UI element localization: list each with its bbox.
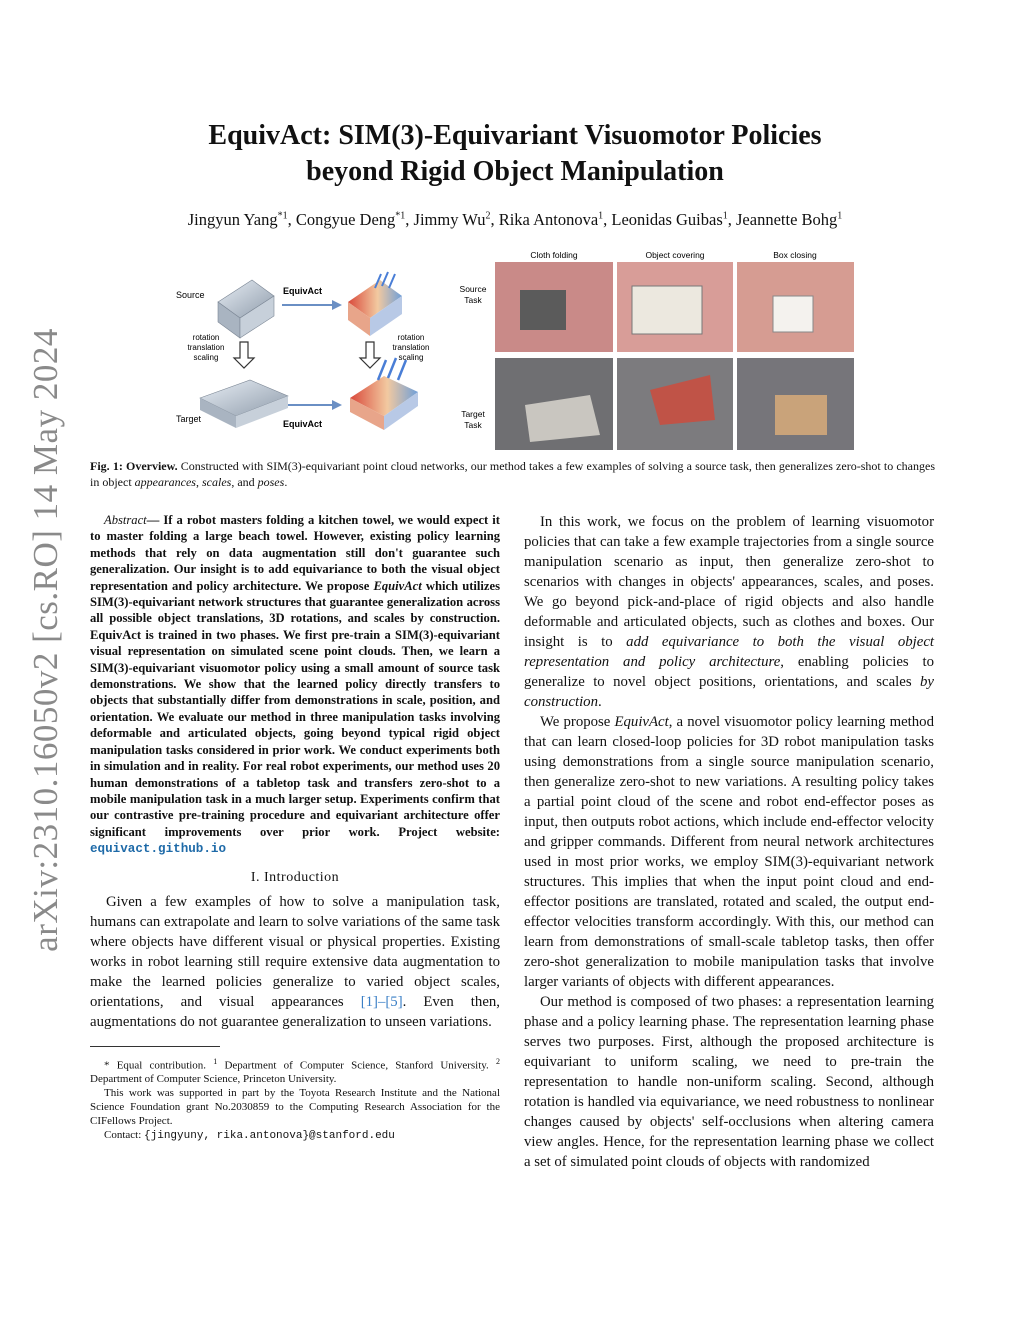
abstract-method-name: EquivAct <box>373 578 422 593</box>
citation-link[interactable]: [1]–[5] <box>360 993 403 1010</box>
abstract <box>90 512 500 858</box>
footnote-text: Department of Computer Science, Stanford University. <box>217 1059 497 1072</box>
label-transform-left-1: rotation <box>192 333 220 342</box>
title-line-1: EquivAct: SIM(3)-Equivariant Visuomotor Policies <box>208 120 822 151</box>
contact-emails: {jingyuny, rika.antonova}@stanford.edu <box>144 1130 395 1143</box>
label-task-object-covering: Object covering <box>645 250 705 260</box>
arrow-top-head <box>332 300 342 310</box>
right-column <box>524 512 934 1172</box>
label-transform-left-2: translation <box>187 343 225 352</box>
author-mark: 2 <box>485 210 491 222</box>
footnote-affiliations <box>90 1055 500 1087</box>
author-name: Rika Antonova <box>498 210 599 229</box>
abstract-text-1: If a robot masters folding a kitchen towel, we would expect it to master folding a large beach towel. However, existing policy learning methods that rely on data augmentation still don't guarantee such generalization. Our insight is to add equivariance to both the visual object representation and policy architecture. We propose <box>90 513 500 593</box>
footnote-text: Contact: <box>104 1129 145 1142</box>
caption-poses: poses <box>257 475 285 489</box>
target-heatmap-shape <box>350 358 418 430</box>
right-paragraph-3: Our method is composed of two phases: a representation learning phase and a policy learning phase. The representation learning phase serves two purposes. First, although the proposed architecture is equivariant to uniform scaling, we need to pre-train the representation to handle non-uniform scaling. Second, although rotation is handled via equivariance, we need robustness to nonlinear changes caused by objects' self-occlusions when altering camera view angles. Hence, for the representation learning phase we collect a set of simulated point clouds of objects with randomized <box>524 994 934 1170</box>
author-mark: *1 <box>277 210 288 222</box>
right-paragraph-1 <box>524 512 934 712</box>
author-name: Jingyun Yang <box>187 210 278 229</box>
author-mark: 1 <box>722 210 728 222</box>
down-arrow-left <box>234 342 254 368</box>
source-heatmap-shape <box>348 272 402 336</box>
caption-sep: , <box>195 475 202 489</box>
photo-cloth-towel <box>520 290 566 330</box>
label-source-task-2: Task <box>464 295 482 305</box>
arxiv-id: arXiv:2310.16050v2 [cs.RO] 14 May 2024 <box>26 328 65 952</box>
label-transform-right-2: translation <box>392 343 430 352</box>
label-target: Target <box>176 414 202 424</box>
body-emphasis: add equivariance to both the visual object representation and policy architecture <box>524 634 934 670</box>
label-transform-right-3: scaling <box>398 353 424 362</box>
arxiv-stamp <box>20 328 72 952</box>
body-text: , a novel visuomotor policy learning method that can learn closed-loop policies for 3D robot manipulation tasks using demonstrations from a single source manipulation scenario, then generalize zero-shot to new variations. A resulting policy takes a partial point cloud of the scene and robot end-effector poses as input, then outputs robot actions, which include end-effector velocity and gripper commands. Different from neural network architectures used in most prior works, we employ SIM(3)-equivariant network structures. This implies that when the input point cloud and end-effector positions are translated, rotated and scaled, the output end-effector velocities transform accordingly. With this, our method can learn from demonstrations of small-scale tabletop tasks, then offer zero-shot generalization to mobile manipulation tasks that involve larger variants of objects with different appearances. <box>524 714 934 990</box>
intro-text-b: . Even then, augmentations do not guarantee generalization to unseen variations. <box>90 993 500 1030</box>
author-name: Leonidas Guibas <box>611 210 723 229</box>
photo-cover-object <box>632 286 702 334</box>
author-mark: 1 <box>837 210 843 222</box>
abstract-dash: — <box>146 513 160 527</box>
figure-caption <box>90 458 935 490</box>
project-website-link[interactable]: equivact.github.io <box>90 842 227 857</box>
abstract-text-2: which utilizes SIM(3)-equivariant network structures that guarantee generalization across all possible object translations, 3D rotations, and scales by construction. EquivAct is trained in two phases. We first pre-train a SIM(3)-equivariant visual representation on simulated scene point clouds. Then, we learn a SIM(3)-equivariant visuomotor policy using a small amount of source task demonstrations. We show that the learned policy directly transfers to objects that substantially differ from demonstrations in scale, position, and orientation. We evaluate our method in three manipulation tasks involving deformable and articulated objects, going beyond typical rigid object manipulation tasks considered in prior work. We conduct experiments both in simulation and in reality. For real robot experiments, our method uses 20 human demonstrations of a tabletop task and transfers zero-shot to a mobile manipulation task in a much larger setup. Experiments confirm that our contrastive pre-training procedure and equivariant architecture offer significant improvements over prior work. Project website: <box>90 578 501 839</box>
label-transform-left-3: scaling <box>193 353 219 362</box>
label-source: Source <box>176 290 205 300</box>
section-heading-introduction: I. Introduction <box>250 869 340 885</box>
abstract-label: Abstract <box>104 513 147 527</box>
photo-box-object <box>773 296 813 332</box>
figure-1 <box>170 250 880 455</box>
footnote-mark: 1 <box>213 1056 218 1066</box>
author-name: Jeannette Bohg <box>736 210 838 229</box>
footnote-text: Department of Computer Science, Princeton University. <box>90 1073 337 1086</box>
caption-sep: , and <box>231 475 258 489</box>
caption-scales: scales <box>201 475 232 489</box>
footnote-funding: This work was supported in part by the Toyota Research Institute and the National Science Foundation grant No.2030859 to the Computing Research Association for the CIFellows Project. <box>90 1087 500 1128</box>
caption-label: Fig. 1: Overview. <box>90 459 178 473</box>
body-text: In this work, we focus on the problem of learning visuomotor policies that can take a few example trajectories from a single source manipulation scenario as input, then generalize zero-shot to scenarios with changes in objects' appearances, scales, and poses. We go beyond pick-and-place of rigid objects and also handle deformable and articulated objects, such as clothes and boxes. Our insight is to <box>524 514 934 650</box>
down-arrow-right <box>360 342 380 368</box>
caption-end: . <box>284 475 288 489</box>
body-text: We propose <box>540 714 615 730</box>
arrow-bottom-head <box>332 400 342 410</box>
target-box-shape <box>200 380 288 428</box>
author-name: Congyue Deng <box>295 210 396 229</box>
right-paragraph-2 <box>524 712 934 992</box>
label-target-task-2: Task <box>464 420 482 430</box>
body-text: . <box>597 694 602 710</box>
label-task-box-closing: Box closing <box>773 250 817 260</box>
caption-text: Constructed with SIM(3)-equivariant point cloud networks, our method takes a few examples of solving a source task, then generalizes zero-shot to changes in object <box>90 459 935 489</box>
left-column <box>90 512 500 1143</box>
body-text: , enabling policies to generalize to novel object positions, orientations, and scales <box>524 654 934 690</box>
intro-paragraph-1 <box>90 892 500 1032</box>
label-equivact-top: EquivAct <box>283 286 323 296</box>
author-mark: 1 <box>598 210 604 222</box>
body-emphasis: EquivAct <box>614 714 669 730</box>
author-mark: *1 <box>395 210 406 222</box>
source-box-shape <box>218 280 274 338</box>
body-emphasis: by construction <box>524 674 934 710</box>
paper-title <box>90 118 940 190</box>
figure-diagram <box>170 250 880 455</box>
footnote-rule <box>90 1046 220 1047</box>
title-line-2: beyond Rigid Object Manipulation <box>306 156 724 187</box>
footnote-text: * Equal contribution. <box>104 1059 214 1072</box>
intro-text-a: Given a few examples of how to solve a manipulation task, humans can extrapolate and learn to solve variations of the same task where objects have different visual or physical properties. Existing works in robot learning still require extensive data augmentation to make the learned policies generalize to varied object scales, orientations, and visual appearances <box>90 893 500 1010</box>
label-task-cloth-folding: Cloth folding <box>530 250 578 260</box>
label-transform-right-1: rotation <box>397 333 425 342</box>
author-name: Jimmy Wu <box>413 210 486 229</box>
photo-grid <box>495 262 854 450</box>
author-list: Jingyun Yang$^{*1}$, Congyue Deng$^{*1}$, Jimmy Wu$^2$, Rika Antonova$^1$, Leonidas Guibas$^1$, Jeannette Bohg$^1$ <box>187 210 843 229</box>
photo-box-cardboard <box>775 395 827 435</box>
label-target-task-1: Target <box>461 409 485 419</box>
caption-appearances: appearances <box>134 475 196 489</box>
label-source-task-1: Source <box>459 284 487 294</box>
footnote-mark: 2 <box>496 1056 501 1066</box>
footnote-contact <box>90 1128 500 1143</box>
label-equivact-bottom: EquivAct <box>283 419 323 429</box>
